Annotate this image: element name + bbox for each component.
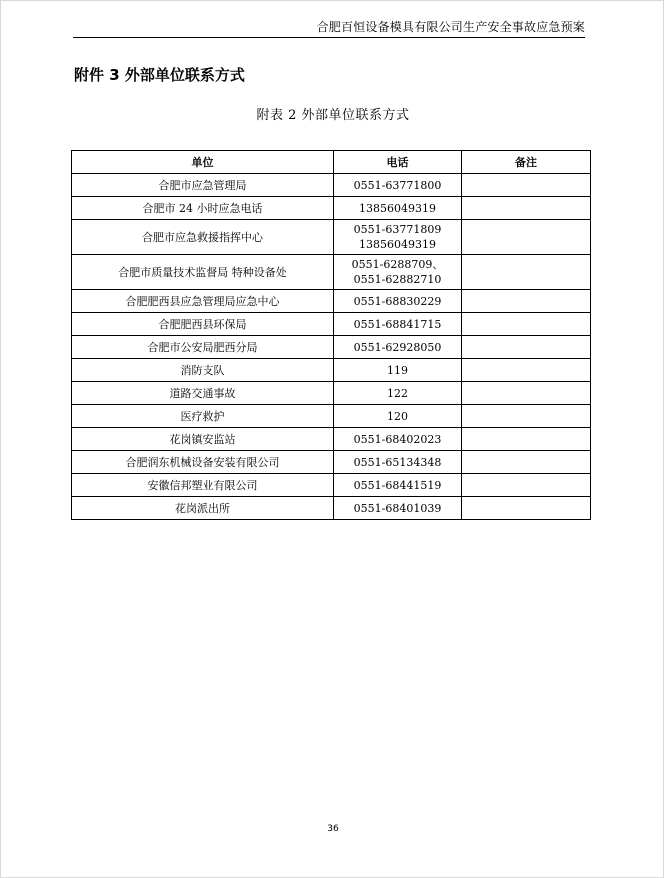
column-header-unit: 单位 [72,151,334,174]
table-caption: 附表 2 外部单位联系方式 [256,108,410,123]
running-header: 合肥百恒设备模具有限公司生产安全事故应急预案 [73,18,585,38]
table-row [72,474,591,497]
phone-cell [334,174,462,197]
phone-number: 0551-68830229 [353,294,442,308]
phone-number: 0551-63771800 [353,178,442,192]
unit-cell: 花岗派出所 [72,497,334,520]
column-header-phone: 电话 [334,151,462,174]
phone-cell [334,255,462,290]
table-row [72,451,591,474]
column-header-note: 备注 [462,151,591,174]
phone-number: 0551-62882710 [353,273,442,286]
phone-number: 119 [387,363,408,377]
phone-cell [334,428,462,451]
phone-number: 0551-68841715 [353,317,442,331]
note-cell [462,359,591,382]
table-row [72,197,591,220]
unit-cell: 安徽信邦塑业有限公司 [72,474,334,497]
phone-cell [334,497,462,520]
note-cell [462,174,591,197]
note-cell [462,336,591,359]
phone-number: 13856049319 [359,238,436,251]
note-cell [462,428,591,451]
phone-number: 120 [387,409,408,423]
unit-cell: 消防支队 [72,359,334,382]
unit-cell: 合肥市应急救援指挥中心 [72,220,334,255]
note-cell [462,382,591,405]
phone-number: 0551-62928050 [353,340,442,354]
table-body [72,174,591,520]
phone-number: 0551-68402023 [353,432,442,446]
table-row [72,336,591,359]
table-row [72,174,591,197]
phone-cell [334,197,462,220]
note-cell [462,197,591,220]
table-row [72,359,591,382]
table-row [72,220,591,255]
phone-cell [334,220,462,255]
phone-cell [334,336,462,359]
table-row [72,255,591,290]
note-cell [462,220,591,255]
table-row [72,290,591,313]
note-cell [462,405,591,428]
note-cell [462,313,591,336]
phone-number: 0551-65134348 [353,455,442,469]
table-row [72,497,591,520]
phone-cell [334,290,462,313]
phone-cell [334,359,462,382]
unit-cell: 医疗救护 [72,405,334,428]
note-cell [462,451,591,474]
unit-cell: 合肥肥西县应急管理局应急中心 [72,290,334,313]
phone-number: 13856049319 [359,201,436,215]
phone-cell [334,382,462,405]
contact-table [71,150,591,520]
unit-cell: 合肥肥西县环保局 [72,313,334,336]
table-row [72,313,591,336]
table-header-row [72,151,591,174]
phone-number: 0551-63771809 [353,223,442,236]
table-row [72,405,591,428]
table-row [72,382,591,405]
table-row [72,428,591,451]
unit-cell: 合肥市应急管理局 [72,174,334,197]
note-cell [462,497,591,520]
unit-cell: 合肥市 24 小时应急电话 [72,197,334,220]
unit-cell: 道路交通事故 [72,382,334,405]
unit-cell: 合肥市质量技术监督局 特种设备处 [72,255,334,290]
unit-cell: 合肥润东机械设备安装有限公司 [72,451,334,474]
phone-cell [334,474,462,497]
phone-cell [334,451,462,474]
phone-number: 0551-6288709、 [351,258,444,271]
appendix-title: 附件 3 外部单位联系方式 [74,66,245,84]
phone-number: 0551-68441519 [353,478,442,492]
phone-cell [334,405,462,428]
note-cell [462,290,591,313]
unit-cell: 合肥市公安局肥西分局 [72,336,334,359]
phone-number: 122 [387,386,408,400]
page-number: 36 [327,824,339,834]
phone-number: 0551-68401039 [353,501,442,515]
note-cell [462,255,591,290]
note-cell [462,474,591,497]
unit-cell: 花岗镇安监站 [72,428,334,451]
phone-cell [334,313,462,336]
